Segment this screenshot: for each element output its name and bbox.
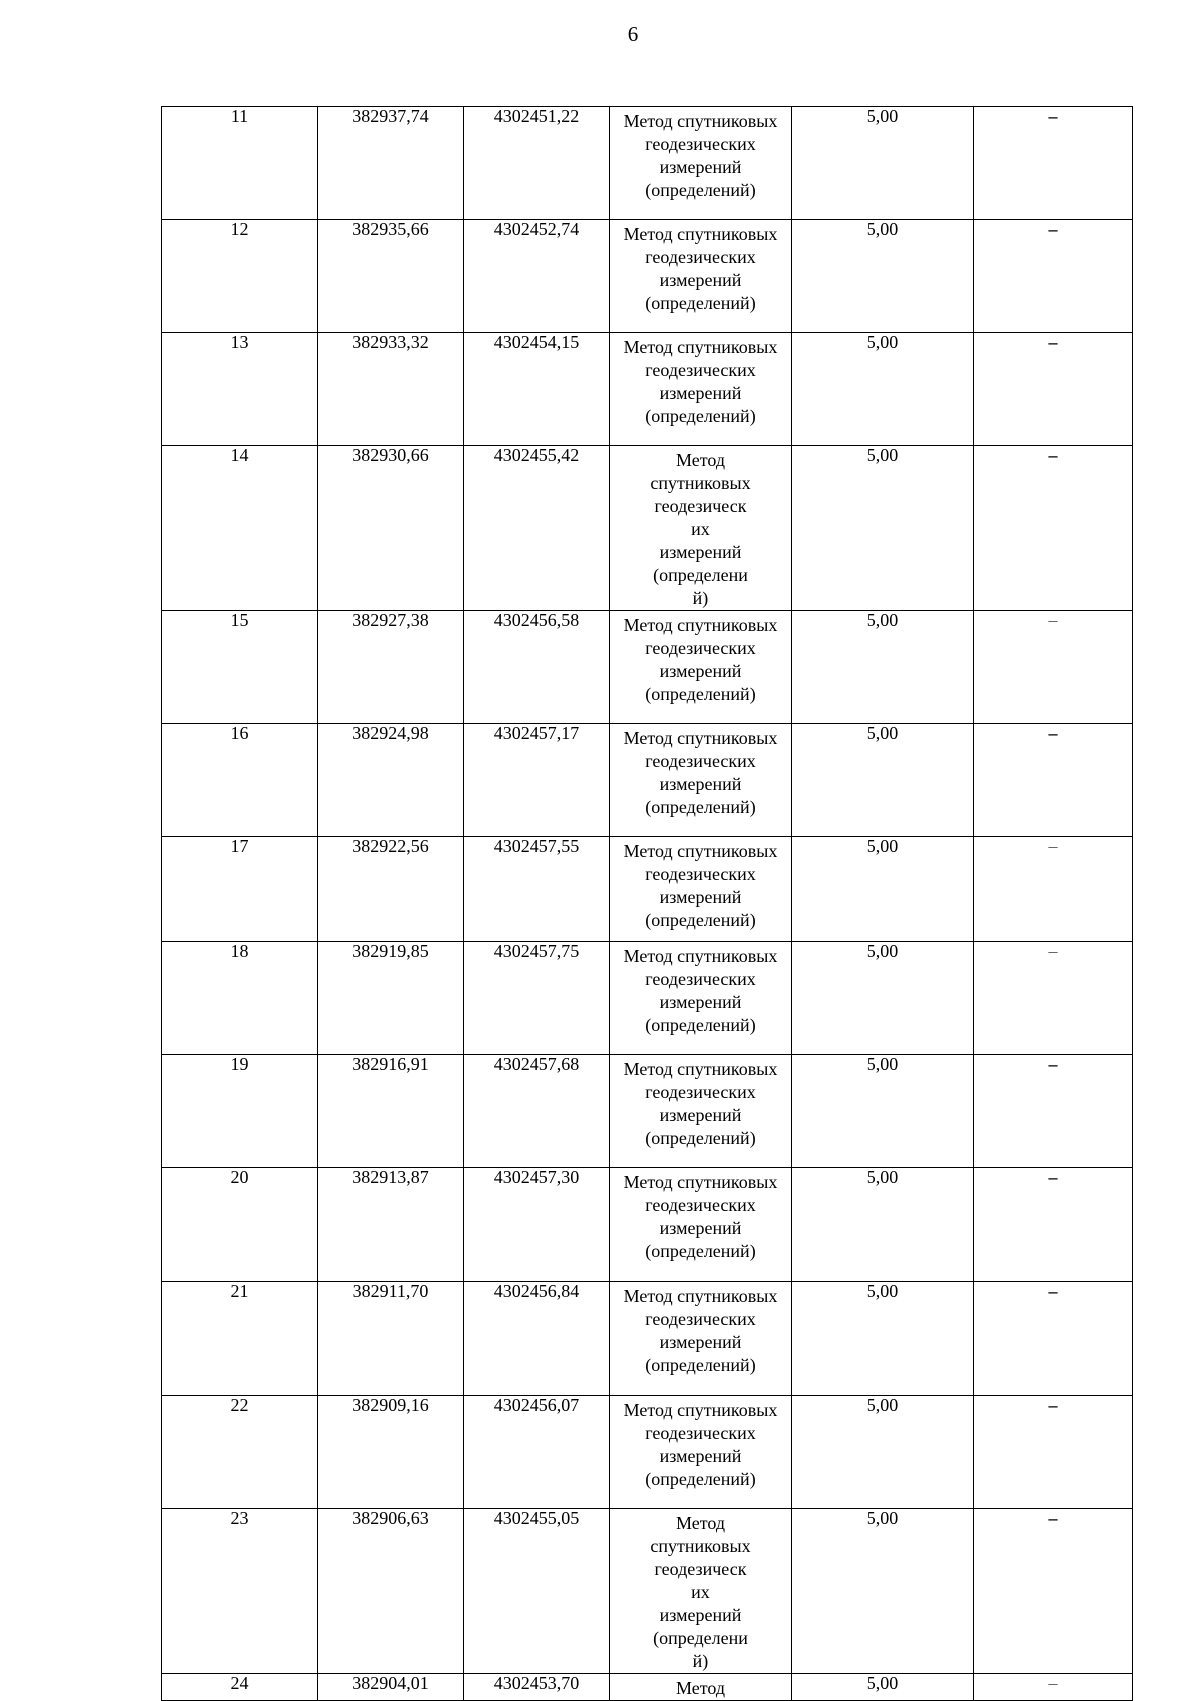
accuracy-cell: 5,00 [792,724,974,837]
note-dash-cell: – [974,1674,1133,1701]
coordinate-x-cell: 382937,74 [318,107,464,220]
method-cell: Метод [610,1674,792,1701]
table-row [162,1168,1133,1282]
accuracy-cell: 5,00 [792,333,974,446]
table-row [162,1396,1133,1509]
note-dash-cell: – [974,1282,1133,1396]
coordinate-y-cell: 4302454,15 [464,333,610,446]
coordinate-x-cell: 382922,56 [318,837,464,942]
method-cell: Метод спутниковых геодезических измерений (определений) [610,1282,792,1396]
accuracy-cell: 5,00 [792,220,974,333]
coordinate-x-cell: 382909,16 [318,1396,464,1509]
coordinate-y-cell: 4302455,05 [464,1509,610,1674]
coordinate-y-cell: 4302452,74 [464,220,610,333]
point-number-cell: 14 [162,446,318,611]
coordinate-y-cell: 4302457,75 [464,942,610,1055]
accuracy-cell: 5,00 [792,1396,974,1509]
point-number-cell: 20 [162,1168,318,1282]
method-cell: Метод спутниковых геодезических измерений (определений) [610,1509,792,1674]
note-dash-cell: – [974,1509,1133,1674]
method-cell: Метод спутниковых геодезических измерений (определений) [610,1055,792,1168]
accuracy-cell: 5,00 [792,446,974,611]
note-dash-cell: – [974,220,1133,333]
point-number-cell: 17 [162,837,318,942]
note-dash-cell: – [974,837,1133,942]
table-row [162,107,1133,220]
coordinate-y-cell: 4302456,07 [464,1396,610,1509]
accuracy-cell: 5,00 [792,1282,974,1396]
coordinate-y-cell: 4302457,55 [464,837,610,942]
note-dash-cell: – [974,107,1133,220]
note-dash-cell: – [974,1168,1133,1282]
coordinate-x-cell: 382935,66 [318,220,464,333]
method-cell: Метод спутниковых геодезических измерений (определений) [610,611,792,724]
point-number-cell: 15 [162,611,318,724]
accuracy-cell: 5,00 [792,942,974,1055]
point-number-cell: 21 [162,1282,318,1396]
coordinate-x-cell: 382927,38 [318,611,464,724]
coordinate-x-cell: 382933,32 [318,333,464,446]
coordinates-table [161,106,1133,1701]
note-dash-cell: – [974,1055,1133,1168]
point-number-cell: 11 [162,107,318,220]
coordinate-x-cell: 382911,70 [318,1282,464,1396]
table-row [162,1055,1133,1168]
coordinate-x-cell: 382906,63 [318,1509,464,1674]
point-number-cell: 18 [162,942,318,1055]
method-cell: Метод спутниковых геодезических измерений (определений) [610,107,792,220]
table-row [162,220,1133,333]
method-cell: Метод спутниковых геодезических измерений (определений) [610,724,792,837]
table-row [162,611,1133,724]
coordinate-x-cell: 382924,98 [318,724,464,837]
point-number-cell: 23 [162,1509,318,1674]
table-row [162,837,1133,942]
table-row [162,1509,1133,1674]
accuracy-cell: 5,00 [792,1509,974,1674]
note-dash-cell: – [974,1396,1133,1509]
coordinate-x-cell: 382919,85 [318,942,464,1055]
point-number-cell: 19 [162,1055,318,1168]
accuracy-cell: 5,00 [792,837,974,942]
note-dash-cell: – [974,611,1133,724]
accuracy-cell: 5,00 [792,107,974,220]
method-cell: Метод спутниковых геодезических измерений (определений) [610,942,792,1055]
coordinate-y-cell: 4302457,17 [464,724,610,837]
table-row [162,1674,1133,1701]
accuracy-cell: 5,00 [792,1674,974,1701]
point-number-cell: 16 [162,724,318,837]
coordinate-x-cell: 382916,91 [318,1055,464,1168]
note-dash-cell: – [974,942,1133,1055]
note-dash-cell: – [974,333,1133,446]
coordinate-x-cell: 382930,66 [318,446,464,611]
method-cell: Метод спутниковых геодезических измерений (определений) [610,333,792,446]
accuracy-cell: 5,00 [792,1055,974,1168]
coordinate-y-cell: 4302456,84 [464,1282,610,1396]
table-row [162,1282,1133,1396]
coordinate-y-cell: 4302455,42 [464,446,610,611]
note-dash-cell: – [974,446,1133,611]
coordinate-x-cell: 382913,87 [318,1168,464,1282]
method-cell: Метод спутниковых геодезических измерений (определений) [610,220,792,333]
coordinate-y-cell: 4302456,58 [464,611,610,724]
point-number-cell: 24 [162,1674,318,1701]
coordinate-y-cell: 4302451,22 [464,107,610,220]
coordinate-y-cell: 4302453,70 [464,1674,610,1701]
method-cell: Метод спутниковых геодезических измерений (определений) [610,1168,792,1282]
method-cell: Метод спутниковых геодезических измерений (определений) [610,446,792,611]
accuracy-cell: 5,00 [792,1168,974,1282]
table-row [162,942,1133,1055]
accuracy-cell: 5,00 [792,611,974,724]
point-number-cell: 22 [162,1396,318,1509]
table-row [162,724,1133,837]
coordinate-y-cell: 4302457,68 [464,1055,610,1168]
coordinate-x-cell: 382904,01 [318,1674,464,1701]
point-number-cell: 13 [162,333,318,446]
coordinate-y-cell: 4302457,30 [464,1168,610,1282]
note-dash-cell: – [974,724,1133,837]
method-cell: Метод спутниковых геодезических измерений (определений) [610,1396,792,1509]
table-row [162,333,1133,446]
table-row [162,446,1133,611]
point-number-cell: 12 [162,220,318,333]
coordinates-table-body [162,107,1133,1701]
method-cell: Метод спутниковых геодезических измерений (определений) [610,837,792,942]
page-number: 6 [627,22,639,46]
